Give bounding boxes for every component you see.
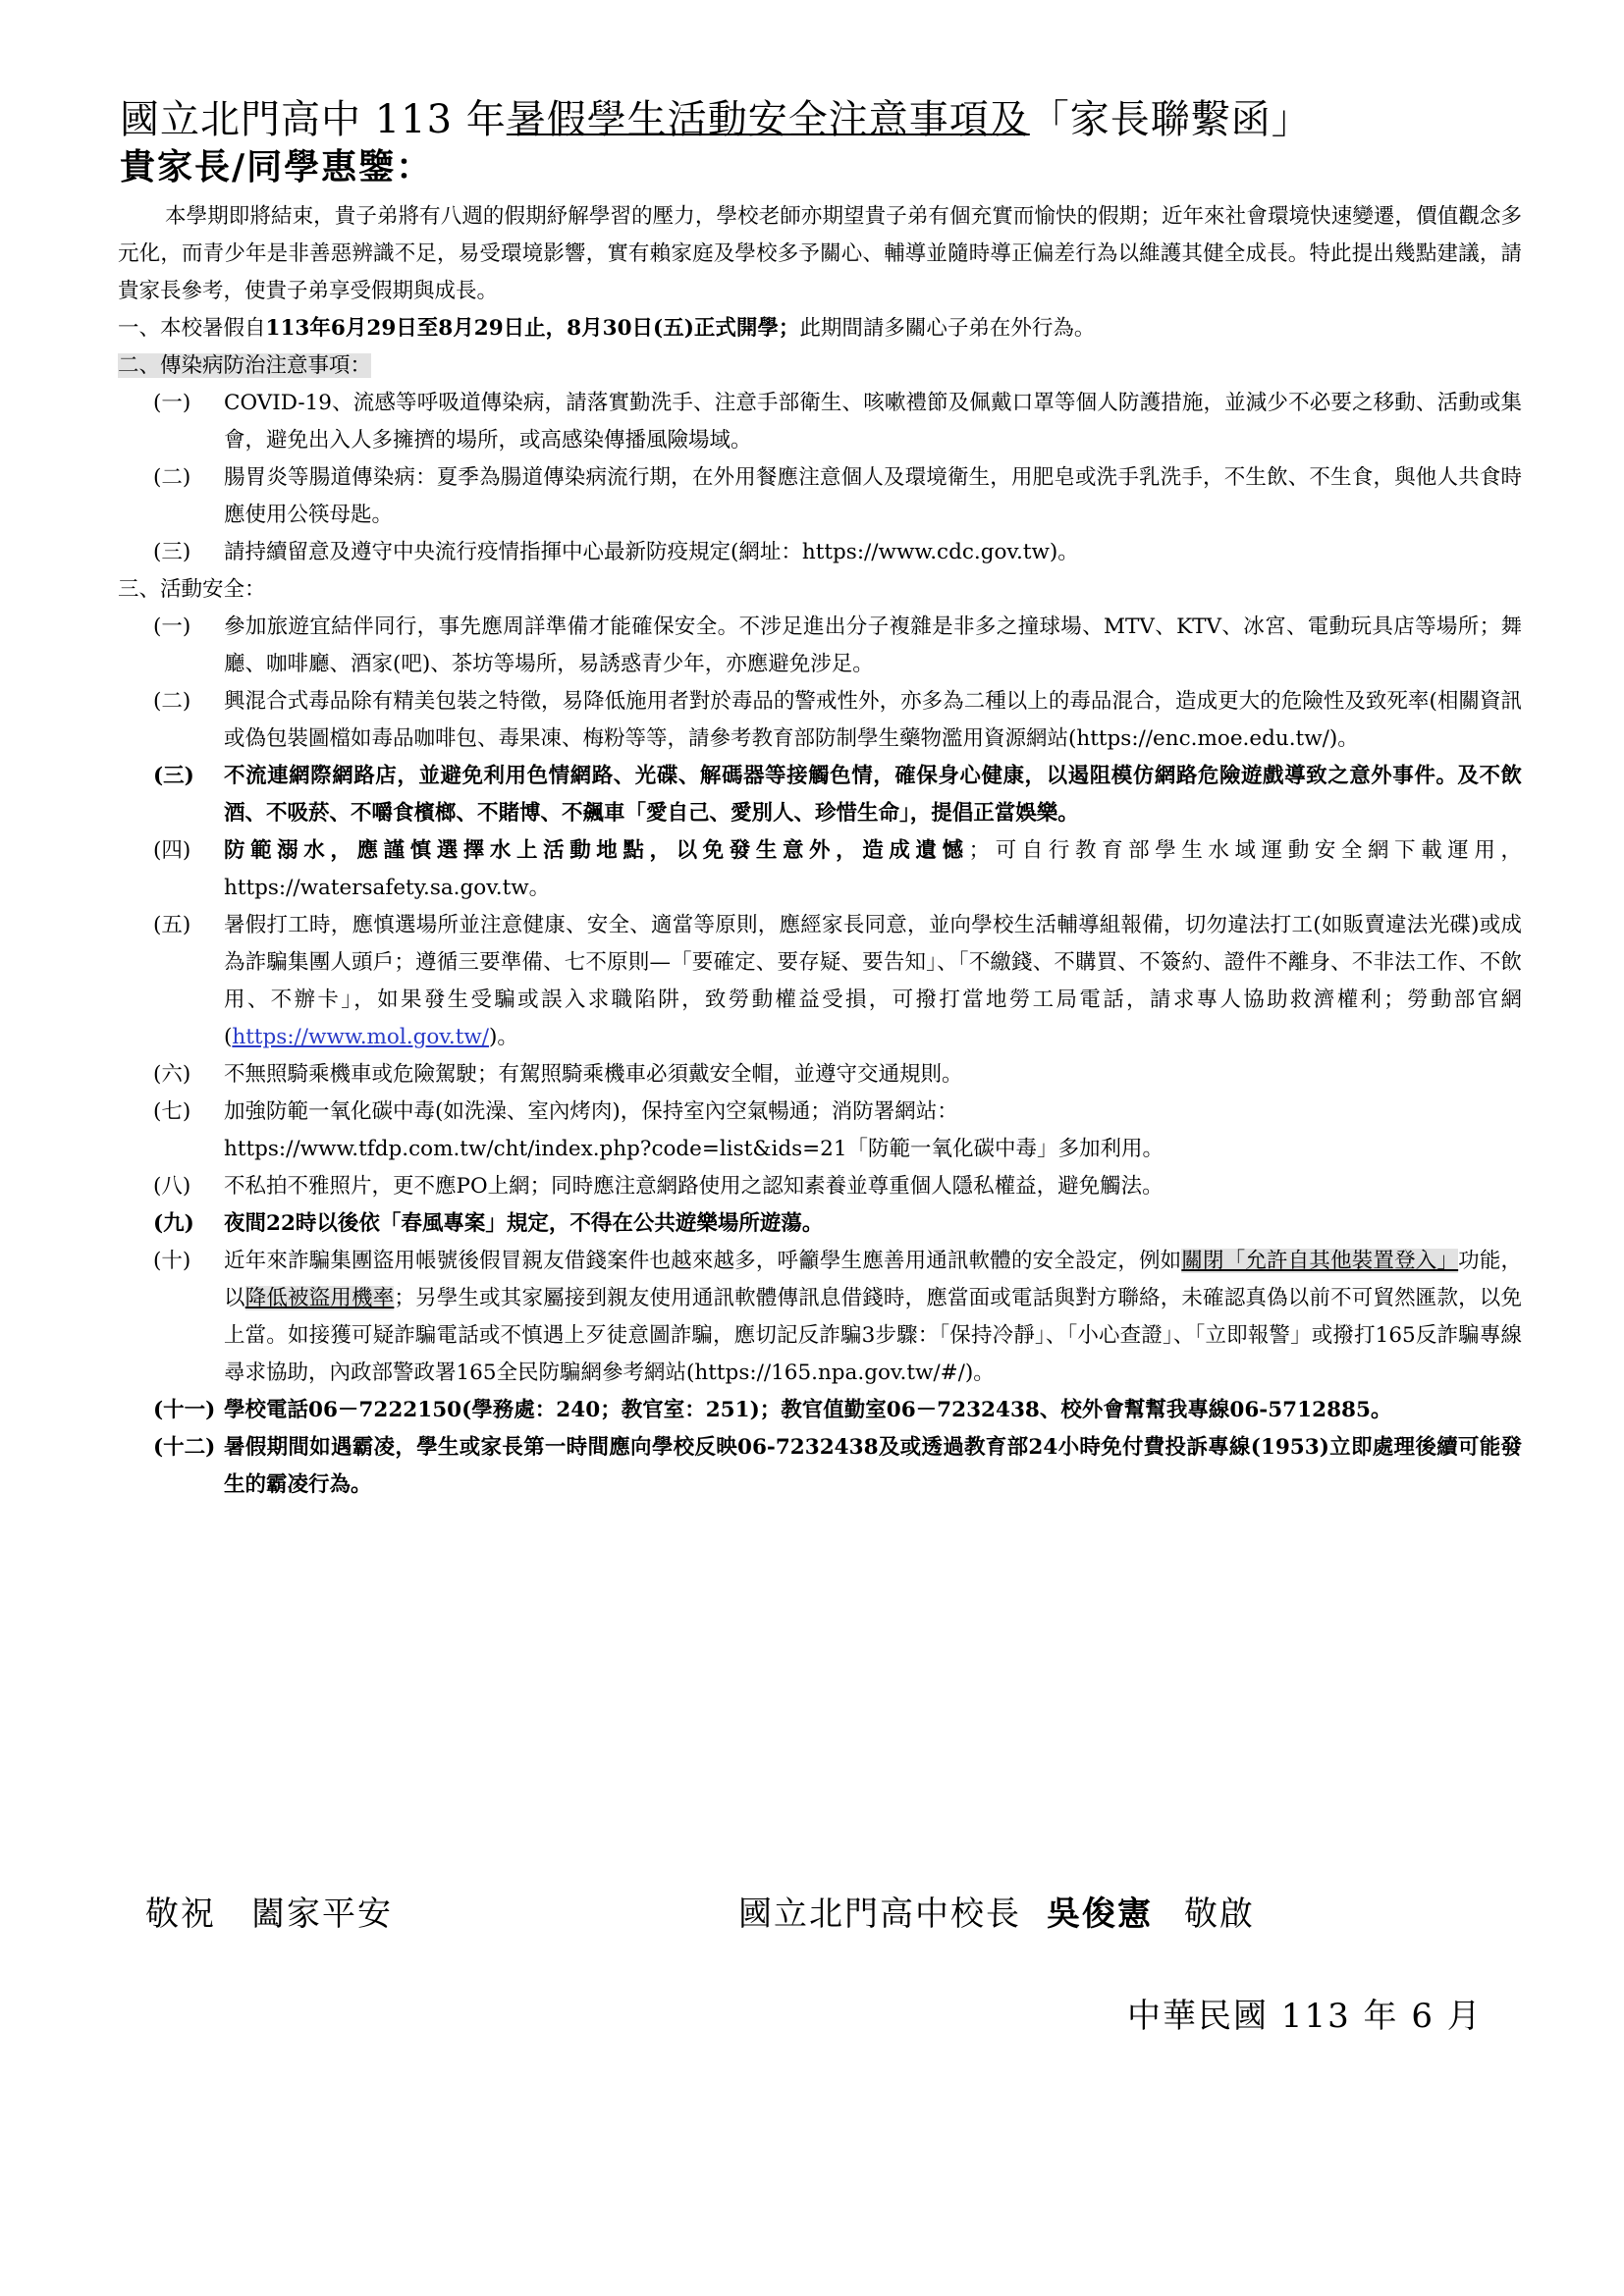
list-item bbox=[118, 683, 1522, 758]
item-text-line2: https://www.tfdp.com.tw/cht/index.php?code=list&ids=21「防範一氧化碳中毒」多加利用。 bbox=[224, 1137, 1164, 1161]
list-item bbox=[118, 758, 1522, 832]
item-number: (三) bbox=[153, 540, 191, 564]
item-number: (一) bbox=[153, 391, 191, 415]
item-highlight-2: 降低被盜用機率 bbox=[244, 1286, 395, 1310]
item-text: 暑假打工時，應慎選場所並注意健康、安全、適當等原則，應經家長同意，並向學校生活輔導組報備，切勿違法打工(如販賣違法光碟)或成為詐騙集團人頭戶；遵循三要準備、七不原則—「要確定、要存疑、要告知」、「不繳錢、不購買、不簽約、證件不離身、不非法工作、不飲用、不辦卡」，如果發生受騙或誤入求職陷阱，致勞動權益受損，可撥打當地勞工局電話，請求專人協助救濟權利；勞動部官網( bbox=[224, 913, 1522, 1049]
item-number: (一) bbox=[153, 614, 191, 639]
list-item bbox=[118, 1056, 1522, 1094]
signer-title: 國立北門高中校長 bbox=[738, 1895, 1021, 1934]
item-number: (五) bbox=[153, 913, 191, 937]
item-text: 加強防範一氧化碳中毒(如洗澡、室內烤肉)，保持室內空氣暢通；消防署網站： bbox=[224, 1099, 958, 1124]
title-suffix: 「家長聯繫函」 bbox=[1029, 97, 1312, 142]
section-2-heading bbox=[118, 347, 1522, 385]
letter-body bbox=[118, 198, 1543, 1504]
list-item bbox=[118, 1392, 1522, 1429]
list-item bbox=[118, 1243, 1522, 1392]
item-text: 不流連網際網路店，並避免利用色情網路、光碟、解碼器等接觸色情，確保身心健康，以遏阻模仿網路危險遊戲導致之意外事件。及不飲酒、不吸菸、不嚼食檳榔、不賭博、不飆車「愛自己、愛別人、珍惜生命」，提倡正當娛樂。 bbox=[224, 764, 1522, 826]
list-item bbox=[118, 1205, 1522, 1243]
item-text: 學校電話06－7222150(學務處：240；教官室：251)；教官值勤室06－7232438、校外會幫幫我專線06-5712885。 bbox=[224, 1398, 1392, 1422]
item-text: 近年來詐騙集團盜用帳號後假冒親友借錢案件也越來越多，呼籲學生應善用通訊軟體的安全設定，例如 bbox=[224, 1249, 1182, 1273]
item-text: 不私拍不雅照片，更不應PO上網；同時應注意網路使用之認知素養並尊重個人隱私權益，避免觸法。 bbox=[224, 1174, 1164, 1199]
list-item bbox=[118, 1429, 1522, 1504]
item-number: (十二) bbox=[153, 1435, 216, 1460]
item-number: (十) bbox=[153, 1249, 191, 1273]
item-text: COVID-19、流感等呼吸道傳染病，請落實勤洗手、注意手部衛生、咳嗽禮節及佩戴口罩等個人防護措施，並減少不必要之移動、活動或集會，避免出入人多擁擠的場所，或高感染傳播風險場域。 bbox=[224, 391, 1522, 453]
item-text: 參加旅遊宜結伴同行，事先應周詳準備才能確保安全。不涉足進出分子複雜是非多之撞球場、MTV、KTV、冰宮、電動玩具店等場所；舞廳、咖啡廳、酒家(吧)、茶坊等場所，易誘惑青少年，亦應避免涉足。 bbox=[224, 614, 1522, 676]
mol-website-link[interactable]: https://www.mol.gov.tw/ bbox=[232, 1025, 490, 1049]
section-2-heading-text: 二、傳染病防治注意事項： bbox=[118, 353, 372, 378]
item-number: (四) bbox=[153, 838, 191, 863]
section-1-dates: 113年6月29日至8月29日止，8月30日(五)正式開學； bbox=[265, 316, 800, 341]
item-number: (八) bbox=[153, 1174, 191, 1199]
item-number: (二) bbox=[153, 465, 191, 490]
item-number: (二) bbox=[153, 689, 191, 714]
signer-name: 吳俊憲 bbox=[1047, 1895, 1153, 1934]
item-text: 興混合式毒品除有精美包裝之特徵，易降低施用者對於毒品的警戒性外，亦多為二種以上的毒品混合，造成更大的危險性及致死率(相關資訊或偽包裝圖檔如毒品咖啡包、毒果凍、梅粉等等，請參考教育部防制學生藥物濫用資源網站(https://enc.moe.edu.tw/)。 bbox=[224, 689, 1522, 751]
item-text-bold: 防範溺水，應謹慎選擇水上活動地點，以免發生意外，造成遺憾 bbox=[224, 838, 969, 863]
section-1-label: 一、本校暑假自 bbox=[118, 316, 266, 341]
item-text: 夜間22時以後依「春風專案」規定，不得在公共遊樂場所遊蕩。 bbox=[224, 1211, 824, 1236]
list-item bbox=[118, 534, 1522, 571]
item-text-tail: )。 bbox=[489, 1025, 518, 1049]
item-text: 腸胃炎等腸道傳染病：夏季為腸道傳染病流行期，在外用餐應注意個人及環境衛生，用肥皂或洗手乳洗手，不生飲、不生食，與他人共食時應使用公筷母匙。 bbox=[224, 465, 1522, 527]
list-item bbox=[118, 609, 1522, 683]
item-number: (七) bbox=[153, 1099, 191, 1124]
title-prefix: 國立北門高中 113 年 bbox=[120, 97, 507, 142]
section-3-heading: 三、活動安全： bbox=[118, 577, 266, 602]
closing-wish: 敬祝 闔家平安 bbox=[145, 1895, 393, 1934]
signature-block bbox=[738, 1893, 1255, 1936]
item-text-tail: ；另學生或其家屬接到親友使用通訊軟體傳訊息借錢時，應當面或電話與對方聯絡，未確認真偽以前不可貿然匯款，以免上當。如接獲可疑詐騙電話或不慎遇上歹徒意圖詐騙，應切記反詐騙3步驟：「保持冷靜」、「小心查證」、「立即報警」或撥打165反詐騙專線尋求協助，內政部警政署165全民防騙網參考網站(https://165.npa.gov.tw/#/)。 bbox=[224, 1286, 1522, 1385]
item-text: ；可自行教育部學生水域運動安全網下載運用，https://watersafety.sa.gov.tw。 bbox=[224, 838, 1522, 900]
title-underlined: 暑假學生活動安全注意事項及 bbox=[506, 97, 1030, 142]
sign-off: 敬啟 bbox=[1184, 1895, 1255, 1934]
item-number: (十一) bbox=[153, 1398, 216, 1422]
list-item bbox=[118, 459, 1522, 534]
list-item bbox=[118, 385, 1522, 459]
item-number: (三) bbox=[153, 764, 194, 788]
section-1 bbox=[118, 310, 1522, 347]
item-number: (九) bbox=[153, 1211, 194, 1236]
item-number: (六) bbox=[153, 1062, 191, 1087]
list-item bbox=[118, 1168, 1522, 1205]
item-text: 不無照騎乘機車或危險駕駛；有駕照騎乘機車必須戴安全帽，並遵守交通規則。 bbox=[224, 1062, 963, 1087]
letter-date: 中華民國 113 年 6 月 bbox=[1127, 1997, 1483, 2036]
list-item bbox=[118, 1094, 1522, 1168]
intro-paragraph: 本學期即將結束，貴子弟將有八週的假期紓解學習的壓力，學校老師亦期望貴子弟有個充實而愉快的假期；近年來社會環境快速變遷，價值觀念多元化，而青少年是非善惡辨識不足，易受環境影響，實有賴家庭及學校多予關心、輔導並隨時導正偏差行為以維護其健全成長。特此提出幾點建議，請 貴家長參考，使貴子弟享受假期與成長。 bbox=[118, 204, 1543, 303]
salutation: 貴家長/同學惠鑒： bbox=[120, 147, 434, 187]
page-title bbox=[120, 94, 1534, 145]
list-item bbox=[118, 907, 1522, 1056]
item-text: 請持續留意及遵守中央流行疫情指揮中心最新防疫規定(網址：https://www.cdc.gov.tw)。 bbox=[224, 540, 1079, 564]
item-text-mid: 功能，以 bbox=[224, 1249, 1522, 1310]
list-item bbox=[118, 832, 1522, 907]
item-highlight-1: 關閉「允許自其他裝置登入」 bbox=[1181, 1249, 1459, 1273]
item-text: 暑假期間如遇霸凌，學生或家長第一時間應向學校反映06-7232438及或透過教育部24小時免付費投訴專線(1953)立即處理後續可能發生的霸凌行為。 bbox=[224, 1435, 1522, 1497]
section-1-note: 此期間請多關心子弟在外行為。 bbox=[799, 316, 1096, 341]
